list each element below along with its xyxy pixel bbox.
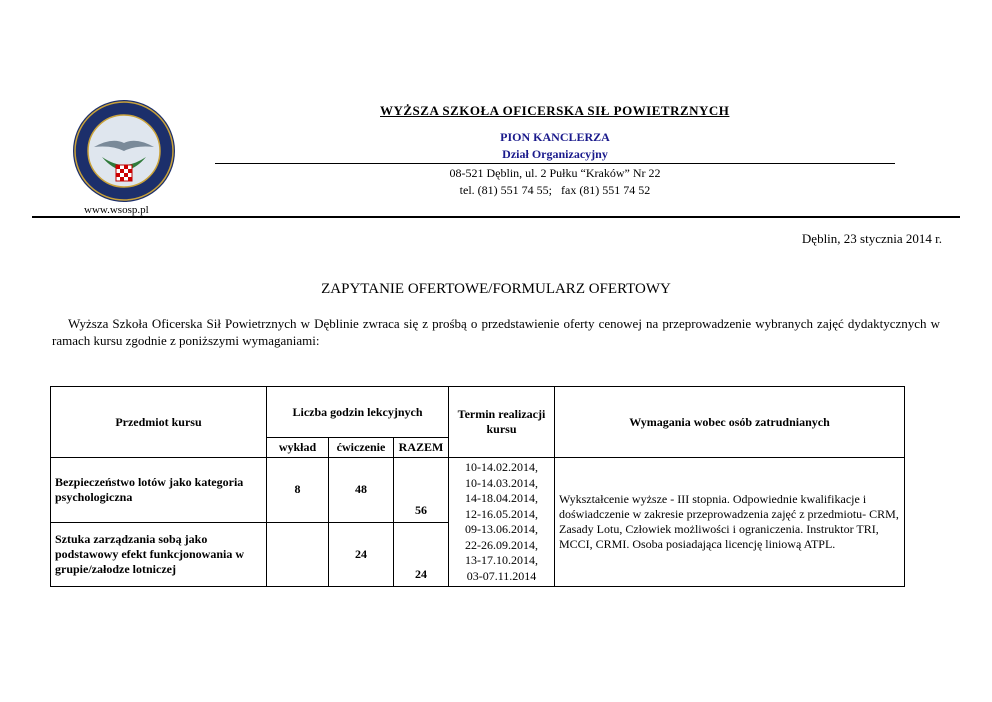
header-total: RAZEM [394,438,449,458]
term-date: 14-18.04.2014, [465,491,538,505]
row-subject: Bezpieczeństwo lotów jako kategoria psychologiczna [51,458,267,523]
header-subject: Przedmiot kursu [51,387,267,458]
phone-fax: tel. (81) 551 74 55; fax (81) 551 74 52 [459,183,651,197]
row-exercise: 24 [329,522,394,587]
letterhead-divider [32,216,960,218]
website-url: www.wsosp.pl [84,204,149,216]
term-date: 13-17.10.2014, [465,553,538,567]
term-date: 03-07.11.2014 [466,568,537,583]
term-date: 10-14.02.2014, [465,460,538,474]
division-name: PION KANCLERZA [500,130,610,144]
header-hours: Liczba godzin lekcyjnych [267,387,449,438]
term-dates [449,458,555,587]
header-requirements: Wymagania wobec osób zatrudnianych [555,387,905,458]
header-term: Termin realizacji kursu [449,387,555,458]
header-exercise: ćwiczenie [329,438,394,458]
term-date: 22-26.09.2014, [465,537,538,552]
row-lecture: 8 [267,458,329,523]
term-date: 12-16.05.2014, [465,506,538,521]
term-date: 10-14.03.2014, [465,475,538,490]
header-divider [215,163,895,164]
row-exercise: 48 [329,458,394,523]
address: 08-521 Dęblin, ul. 2 Pułku “Kraków” Nr 22 [449,166,661,180]
row-lecture [267,522,329,587]
requirements-text: Wykształcenie wyższe - III stopnia. Odpowiednie kwalifikacje i doświadczenie w zakresie przeprowadzenia zajęć z przedmiotu- CRM, Zasady Lotu, Człowiek możliwości i ograniczenia. Instruktor TRI, MCCI, CRMI. Osoba posiadająca licencję liniową ATPL. [555,458,905,587]
intro-paragraph: Wyższa Szkoła Oficerska Sił Powietrznych w Dęblinie zwraca się z prośbą o przedstawienie oferty cenowej na przeprowadzenie wybranych zajęć dydaktycznych w ramach kursu zgodnie z poniższymi wymaganiami: [52,316,940,348]
row-subject: Sztuka zarządzania sobą jako podstawowy efekt funkcjonowania w grupie/załodze lotniczej [51,522,267,587]
department-name: Dział Organizacyjny [502,147,608,161]
school-name: WYŻSZA SZKOŁA OFICERSKA SIŁ POWIETRZNYCH [380,103,730,118]
date-line: Dęblin, 23 stycznia 2014 r. [801,231,942,246]
document-title: ZAPYTANIE OFERTOWE/FORMULARZ OFERTOWY [321,281,671,297]
header-lecture: wykład [267,438,329,458]
row-total: 24 [394,522,449,587]
term-date: 09-13.06.2014, [465,522,538,536]
row-total: 56 [394,458,449,523]
offer-table [50,386,905,587]
